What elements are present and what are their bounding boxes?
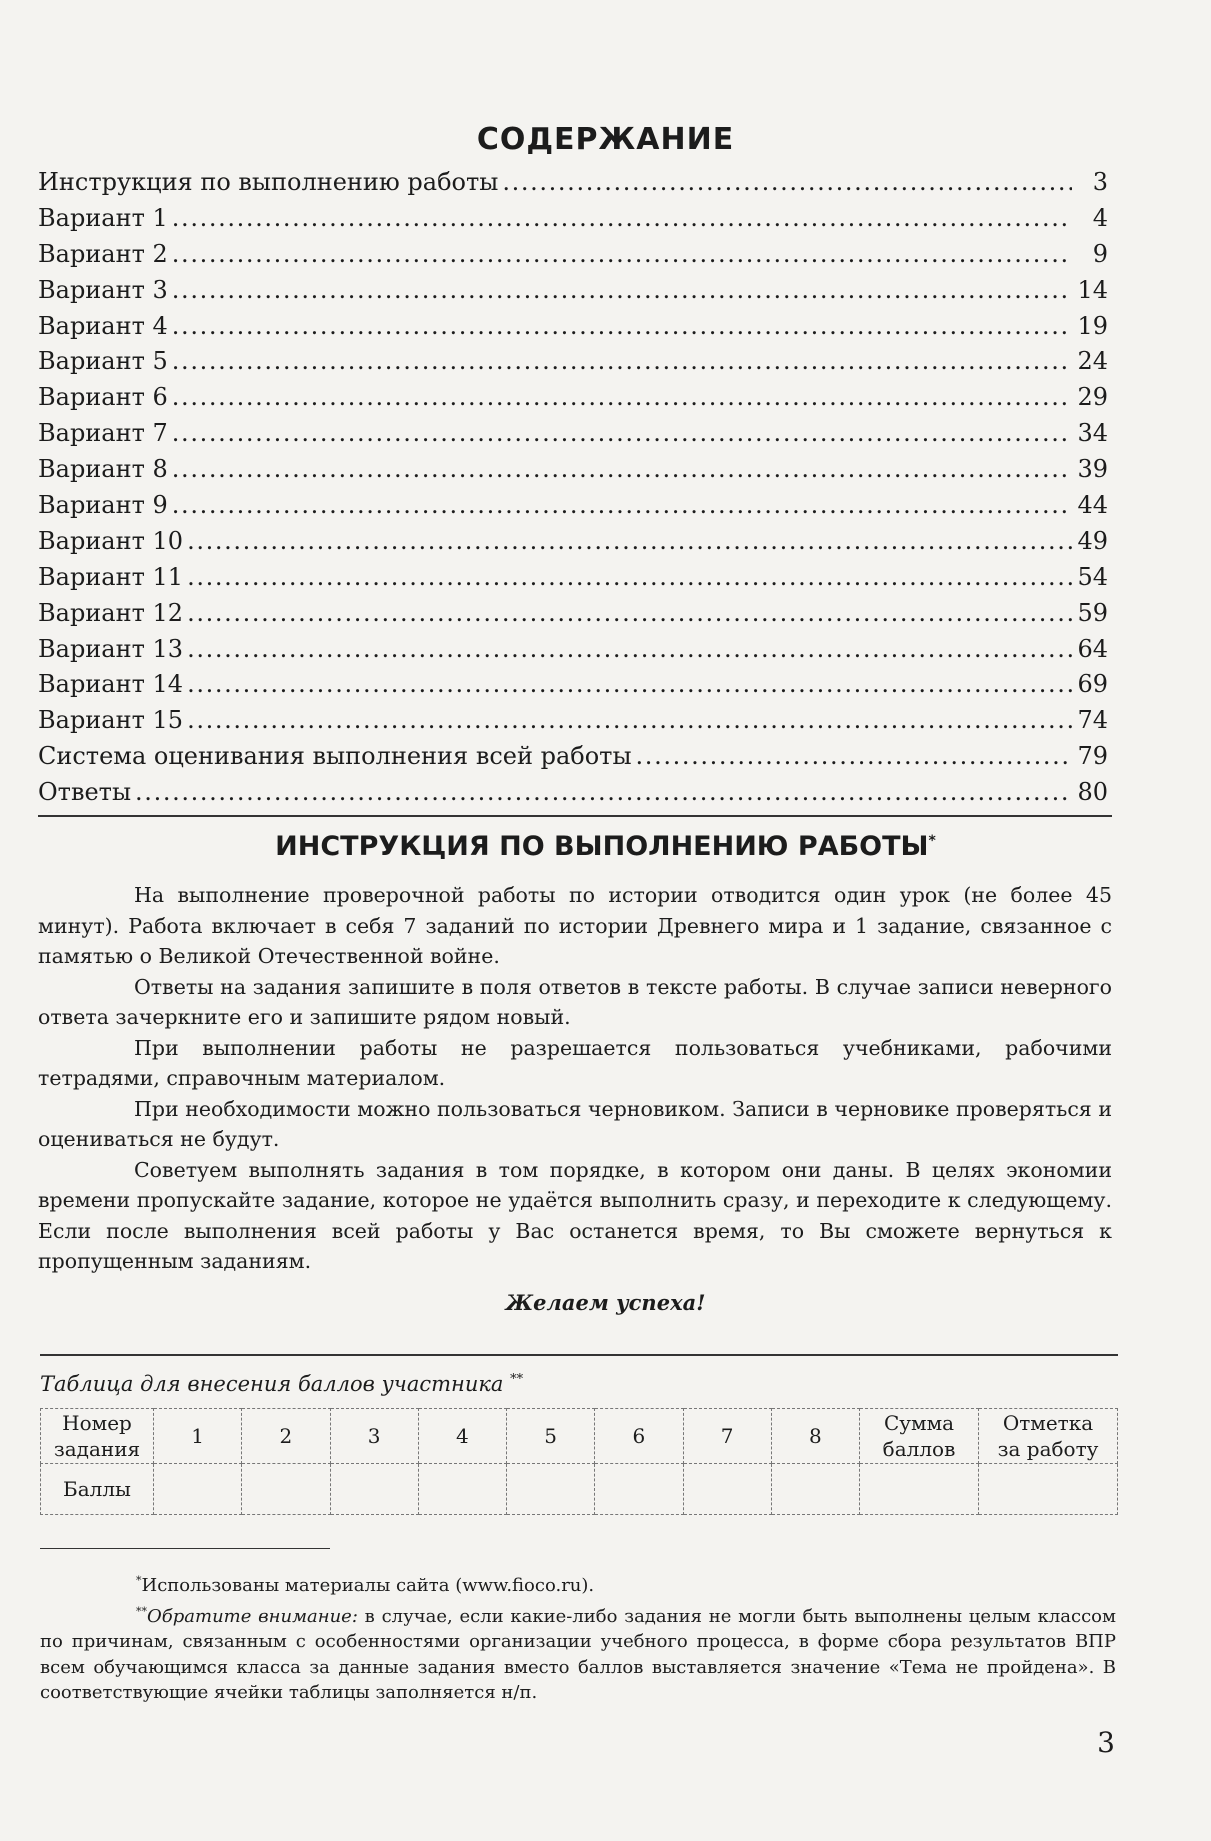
toc-item-label: Вариант 8: [38, 455, 168, 484]
toc-item[interactable]: [38, 527, 1108, 563]
toc-item[interactable]: [38, 455, 1108, 491]
toc-leader: [187, 635, 1072, 663]
task-number-cell: 3: [330, 1409, 418, 1464]
toc-item-label: Инструкция по выполнению работы: [38, 168, 499, 196]
toc-item-page: 74: [1077, 706, 1108, 735]
toc-leader: [172, 383, 1072, 411]
score-input-cell[interactable]: [683, 1464, 771, 1515]
toc-item-label: Вариант 5: [38, 347, 168, 376]
score-table-points-row: [41, 1464, 1118, 1515]
footnote-1-mark: *: [136, 1574, 142, 1587]
footnote-1-text: Использованы материалы сайта (www.fioco.ru).: [141, 1575, 595, 1596]
table-divider: [40, 1354, 1118, 1356]
toc-item[interactable]: [38, 240, 1108, 276]
footnote-2-mark: **: [136, 1604, 147, 1618]
toc-title: СОДЕРЖАНИЕ: [476, 122, 735, 157]
toc-leader: [172, 491, 1072, 519]
sum-header: [860, 1409, 979, 1464]
toc-item[interactable]: [38, 706, 1108, 742]
footnote-2-text: в случае, если какие-либо задания не могли быть выполнены целым классом по причинам, связанным с особенностями организации учебного процесса, в форме сбора результатов ВПР всем обучающимся класса за данные задания вместо баллов выставляется значение «Тема не пройдена». В соответствующие ячейки таблицы заполняется н/п.: [40, 1605, 1116, 1703]
table-of-contents: [38, 168, 1108, 814]
toc-leader: [187, 527, 1072, 555]
toc-item-label: Вариант 6: [38, 383, 168, 412]
toc-item-label: Вариант 15: [38, 706, 184, 735]
toc-item[interactable]: [38, 419, 1108, 455]
toc-leader: [636, 742, 1072, 770]
task-number-header-line1: Номер: [62, 1411, 132, 1435]
sum-input-cell[interactable]: [860, 1464, 979, 1515]
instructions-body: [38, 880, 1112, 1277]
page-number: 3: [1097, 1726, 1115, 1759]
toc-item-page: 3: [1092, 168, 1108, 196]
toc-item-label: Вариант 9: [38, 491, 168, 520]
toc-item-label: Вариант 2: [38, 239, 168, 268]
mark-header-line2: за работу: [997, 1437, 1099, 1461]
score-input-cell[interactable]: [154, 1464, 242, 1515]
mark-input-cell[interactable]: [979, 1464, 1118, 1515]
toc-item[interactable]: [38, 347, 1108, 383]
score-input-cell[interactable]: [330, 1464, 418, 1515]
toc-item-label: Вариант 14: [38, 670, 184, 699]
toc-item[interactable]: [38, 670, 1108, 706]
toc-item-label: Система оценивания выполнения всей работы: [38, 742, 632, 771]
toc-leader: [172, 276, 1072, 304]
score-input-cell[interactable]: [771, 1464, 859, 1515]
toc-leader: [172, 312, 1072, 340]
toc-leader: [172, 240, 1072, 268]
toc-leader: [187, 563, 1072, 591]
toc-leader: [187, 670, 1072, 698]
toc-item-label: Вариант 3: [38, 275, 168, 304]
toc-item-label: Вариант 10: [38, 526, 184, 555]
toc-item-page: 79: [1077, 742, 1108, 771]
toc-item-label: Вариант 4: [38, 311, 168, 340]
toc-leader: [187, 599, 1072, 627]
score-input-cell[interactable]: [418, 1464, 506, 1515]
toc-item-page: 4: [1092, 203, 1108, 232]
toc-leader: [187, 706, 1072, 734]
score-input-cell[interactable]: [595, 1464, 683, 1515]
toc-item[interactable]: [38, 563, 1108, 599]
toc-item-label: Вариант 1: [38, 203, 168, 232]
toc-leader: [172, 455, 1072, 483]
footnote-divider: [40, 1548, 330, 1549]
toc-item[interactable]: [38, 778, 1108, 814]
task-number-cell: 6: [595, 1409, 683, 1464]
points-header: Баллы: [41, 1464, 154, 1515]
instructions-paragraph: Советуем выполнять задания в том порядке, в котором они даны. В целях экономии времени пропускайте задание, которое не удаётся выполнить сразу, и переходите к следующему. Если после выполнения всей работы у Вас останется время, то Вы сможете вернуться к пропущенным заданиям.: [38, 1157, 1112, 1273]
score-input-cell[interactable]: [242, 1464, 330, 1515]
toc-leader: [135, 778, 1072, 806]
footnote-1: [40, 1568, 1116, 1599]
toc-item[interactable]: [38, 204, 1108, 240]
score-table: [40, 1408, 1118, 1515]
task-number-cell: 5: [507, 1409, 595, 1464]
toc-item-page: 54: [1077, 562, 1108, 591]
good-luck-text: Желаем успеха!: [505, 1290, 706, 1315]
score-table-caption-text: Таблица для внесения баллов участника: [40, 1372, 504, 1396]
instructions-title: [0, 831, 1211, 862]
toc-item-page: 34: [1077, 419, 1108, 448]
toc-leader: [502, 168, 1072, 196]
toc-item-page: 49: [1077, 526, 1108, 555]
toc-leader: [172, 419, 1072, 447]
toc-item-label: Вариант 11: [38, 562, 184, 591]
score-input-cell[interactable]: [507, 1464, 595, 1515]
task-number-cell: 1: [154, 1409, 242, 1464]
toc-item-page: 39: [1077, 455, 1108, 484]
mark-header: [979, 1409, 1118, 1464]
toc-item[interactable]: [38, 312, 1108, 348]
section-divider: [38, 815, 1112, 817]
toc-item-page: 29: [1077, 383, 1108, 412]
score-table-caption-mark: **: [510, 1372, 524, 1387]
toc-item[interactable]: [38, 383, 1108, 419]
task-number-cell: 7: [683, 1409, 771, 1464]
toc-item[interactable]: [38, 276, 1108, 312]
toc-item-page: 44: [1077, 491, 1108, 520]
footnote-2-emphasis: Обратите внимание:: [147, 1605, 358, 1627]
toc-item-label: Вариант 13: [38, 634, 184, 663]
footnote-2: [40, 1599, 1116, 1706]
mark-header-line1: Отметка: [1002, 1411, 1094, 1435]
score-table-header-row: [41, 1409, 1118, 1464]
toc-item[interactable]: [38, 168, 1108, 204]
toc-item-page: 69: [1077, 670, 1108, 699]
toc-item-label: Ответы: [38, 778, 132, 807]
toc-item-label: Вариант 12: [38, 598, 184, 627]
toc-item-page: 24: [1077, 347, 1108, 376]
footnotes: [40, 1568, 1116, 1706]
sum-header-line2: баллов: [882, 1437, 956, 1461]
sum-header-line1: Сумма: [883, 1411, 955, 1435]
toc-leader: [172, 204, 1072, 232]
toc-item[interactable]: [38, 742, 1108, 778]
toc-item-page: 9: [1092, 239, 1108, 268]
instructions-title-footnote-mark: *: [928, 833, 936, 849]
toc-item-label: Вариант 7: [38, 419, 168, 448]
instructions-paragraph: При выполнении работы не разрешается пользоваться учебниками, рабочими тетрадями, справочным материалом.: [38, 1035, 1112, 1090]
toc-item-page: 64: [1077, 634, 1108, 663]
instructions-paragraph: Ответы на задания запишите в поля ответов в тексте работы. В случае записи неверного ответа зачеркните его и запишите рядом новый.: [38, 974, 1112, 1029]
toc-item[interactable]: [38, 599, 1108, 635]
toc-leader: [172, 347, 1072, 375]
task-number-cell: 4: [418, 1409, 506, 1464]
toc-item-page: 80: [1077, 778, 1108, 807]
toc-item-page: 59: [1077, 598, 1108, 627]
task-number-cell: 2: [242, 1409, 330, 1464]
score-table-caption: [40, 1372, 523, 1396]
instructions-paragraph: При необходимости можно пользоваться черновиком. Записи в черновике проверяться и оцениваться не будут.: [38, 1096, 1112, 1151]
toc-item-page: 19: [1077, 311, 1108, 340]
toc-item[interactable]: [38, 635, 1108, 671]
instructions-title-text: ИНСТРУКЦИЯ ПО ВЫПОЛНЕНИЮ РАБОТЫ: [275, 831, 929, 862]
instructions-paragraph: На выполнение проверочной работы по истории отводится один урок (не более 45 минут). Работа включает в себя 7 заданий по истории Древнего мира и 1 задание, связанное с памятью о Великой Отечественной войне.: [38, 883, 1112, 968]
toc-item[interactable]: [38, 491, 1108, 527]
task-number-header-line2: задания: [53, 1437, 141, 1461]
task-number-header: [41, 1409, 154, 1464]
toc-item-page: 14: [1077, 275, 1108, 304]
task-number-cell: 8: [771, 1409, 859, 1464]
